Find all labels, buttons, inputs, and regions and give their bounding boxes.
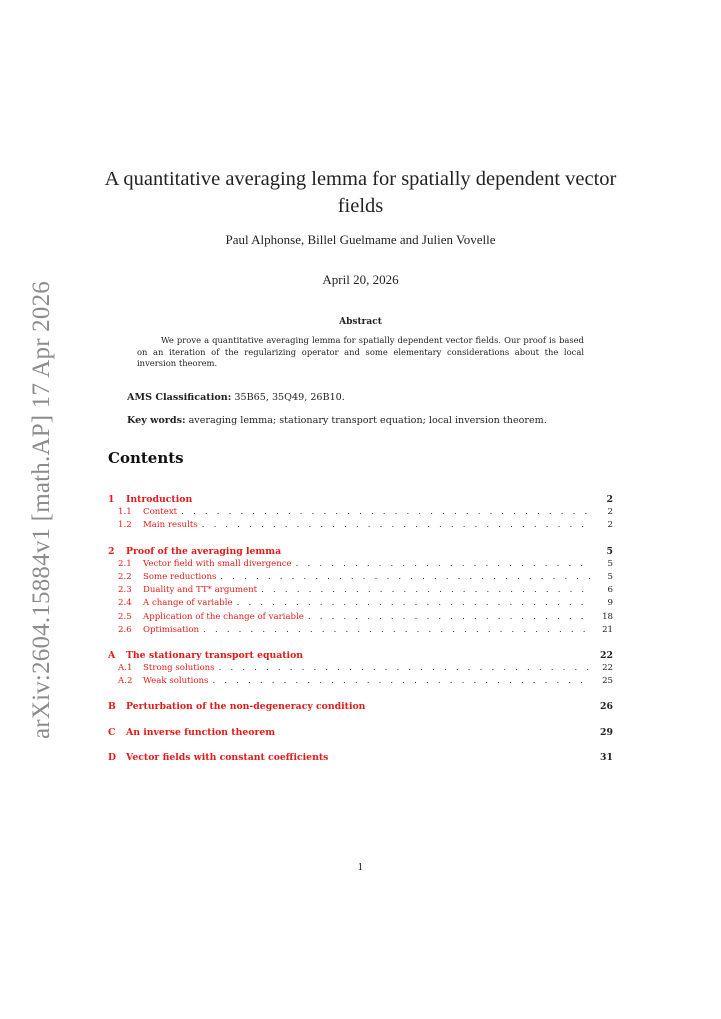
toc-leader-dots: [261, 585, 593, 595]
toc-leader-dots: [220, 572, 593, 582]
toc-subsection-page: 5: [607, 571, 613, 582]
toc-section-link[interactable]: [108, 727, 613, 740]
toc-subsection-title: Application of the change of variable: [143, 611, 304, 622]
toc-subsection-number: 2.1: [118, 558, 132, 569]
toc-subsection-title: Some reductions: [143, 571, 217, 582]
table-of-contents: [108, 494, 613, 765]
keywords: [127, 415, 607, 426]
toc-section-link[interactable]: [108, 701, 613, 714]
toc-subsection-link[interactable]: [108, 676, 613, 689]
toc-subsection-title: Strong solutions: [143, 663, 215, 674]
toc-subsection-page: 22: [602, 663, 613, 674]
toc-section-title: Perturbation of the non-degeneracy condition: [126, 701, 366, 713]
toc-section-page: 22: [600, 649, 613, 661]
toc-section-link[interactable]: [108, 752, 613, 765]
toc-section-link[interactable]: [108, 650, 613, 663]
toc-subsection-number: 1.2: [118, 520, 132, 531]
toc-subsection-link[interactable]: [108, 663, 613, 676]
toc-subsection-title: Main results: [143, 520, 198, 531]
toc-leader-dots: [212, 676, 593, 686]
toc-leader-dots: [308, 612, 593, 622]
toc-subsection-title: Vector field with small divergence: [143, 558, 292, 569]
toc-subsection-number: A.2: [118, 676, 133, 687]
toc-subsection-link[interactable]: [108, 612, 613, 625]
toc-section-number: 2: [108, 545, 115, 557]
toc-subsection-title: Context: [143, 507, 178, 518]
toc-subsection-number: 2.2: [118, 571, 132, 582]
ams-classification: [127, 392, 607, 403]
toc-subsection-page: 5: [607, 558, 613, 569]
toc-subsection-page: 2: [607, 507, 613, 518]
toc-section-page: 26: [600, 701, 613, 713]
toc-section-title: An inverse function theorem: [126, 726, 276, 738]
toc-section-link[interactable]: [108, 494, 613, 507]
ams-value: 35B65, 35Q49, 26B10.: [234, 392, 345, 403]
toc-subsection-number: 2.3: [118, 585, 132, 596]
toc-subsection-link[interactable]: [108, 625, 613, 638]
toc-section-number: C: [108, 726, 116, 738]
toc-subsection-page: 21: [602, 624, 613, 635]
toc-subsection-title: Weak solutions: [143, 676, 209, 687]
toc-subsection-page: 2: [607, 520, 613, 531]
toc-section-number: B: [108, 701, 116, 713]
toc-subsection-title: A change of variable: [143, 598, 233, 609]
paper-title: A quantitative averaging lemma for spatially dependent vector fields: [104, 168, 617, 217]
toc-subsection-link[interactable]: [108, 598, 613, 611]
toc-section-title: The stationary transport equation: [126, 649, 304, 661]
toc-leader-dots: [219, 663, 593, 673]
toc-subsection-number: 2.6: [118, 624, 132, 635]
ams-label: AMS Classification:: [127, 392, 232, 403]
arxiv-id-text: arXiv:2604.15884v1 [math.AP] 17 Apr 2026: [28, 281, 55, 739]
toc-leader-dots: [237, 598, 593, 608]
toc-subsection-link[interactable]: [108, 572, 613, 585]
abstract-text: We prove a quantitative averaging lemma for spatially dependent vector fields. Our proof is based on an iteration of the regularizing operator and some elementary considerations about the local inversion theorem.: [137, 335, 584, 369]
toc-section-title: Proof of the averaging lemma: [126, 545, 282, 557]
paper-date: April 20, 2026: [322, 272, 399, 287]
toc-subsection-link[interactable]: [108, 520, 613, 533]
toc-section-page: 29: [600, 726, 613, 738]
toc-subsection-number: 2.4: [118, 598, 132, 609]
contents-heading: Contents: [108, 449, 184, 467]
toc-subsection-number: 2.5: [118, 611, 132, 622]
toc-leader-dots: [296, 559, 593, 569]
toc-subsection-link[interactable]: [108, 559, 613, 572]
toc-leader-dots: [203, 625, 593, 635]
toc-section-link[interactable]: [108, 546, 613, 559]
paper-authors: Paul Alphonse, Billel Guelmame and Julien Vovelle: [225, 232, 496, 247]
toc-section-title: Vector fields with constant coefficients: [126, 751, 329, 763]
keywords-label: Key words:: [127, 415, 186, 426]
toc-leader-dots: [202, 520, 593, 530]
page-number: 1: [357, 863, 364, 873]
toc-section-page: 31: [600, 751, 613, 763]
toc-leader-dots: [181, 507, 593, 517]
toc-subsection-page: 18: [602, 611, 613, 622]
toc-subsection-number: A.1: [118, 663, 133, 674]
toc-subsection-title: Duality and TT* argument: [143, 585, 258, 596]
toc-subsection-title: Optimisation: [143, 624, 200, 635]
toc-subsection-page: 9: [607, 598, 613, 609]
toc-subsection-page: 25: [602, 676, 613, 687]
toc-section-title: Introduction: [126, 494, 193, 505]
toc-section-number: A: [108, 649, 116, 661]
abstract-heading: Abstract: [339, 317, 382, 327]
toc-subsection-number: 1.1: [118, 507, 132, 518]
toc-section-page: 5: [606, 545, 613, 557]
toc-section-number: D: [108, 751, 117, 763]
toc-subsection-link[interactable]: [108, 507, 613, 520]
keywords-value: averaging lemma; stationary transport equation; local inversion theorem.: [188, 415, 547, 426]
toc-section-number: 1: [108, 494, 115, 505]
toc-subsection-link[interactable]: [108, 585, 613, 598]
toc-section-page: 2: [606, 494, 613, 505]
arxiv-stamp: [22, 281, 62, 739]
toc-subsection-page: 6: [607, 585, 613, 596]
